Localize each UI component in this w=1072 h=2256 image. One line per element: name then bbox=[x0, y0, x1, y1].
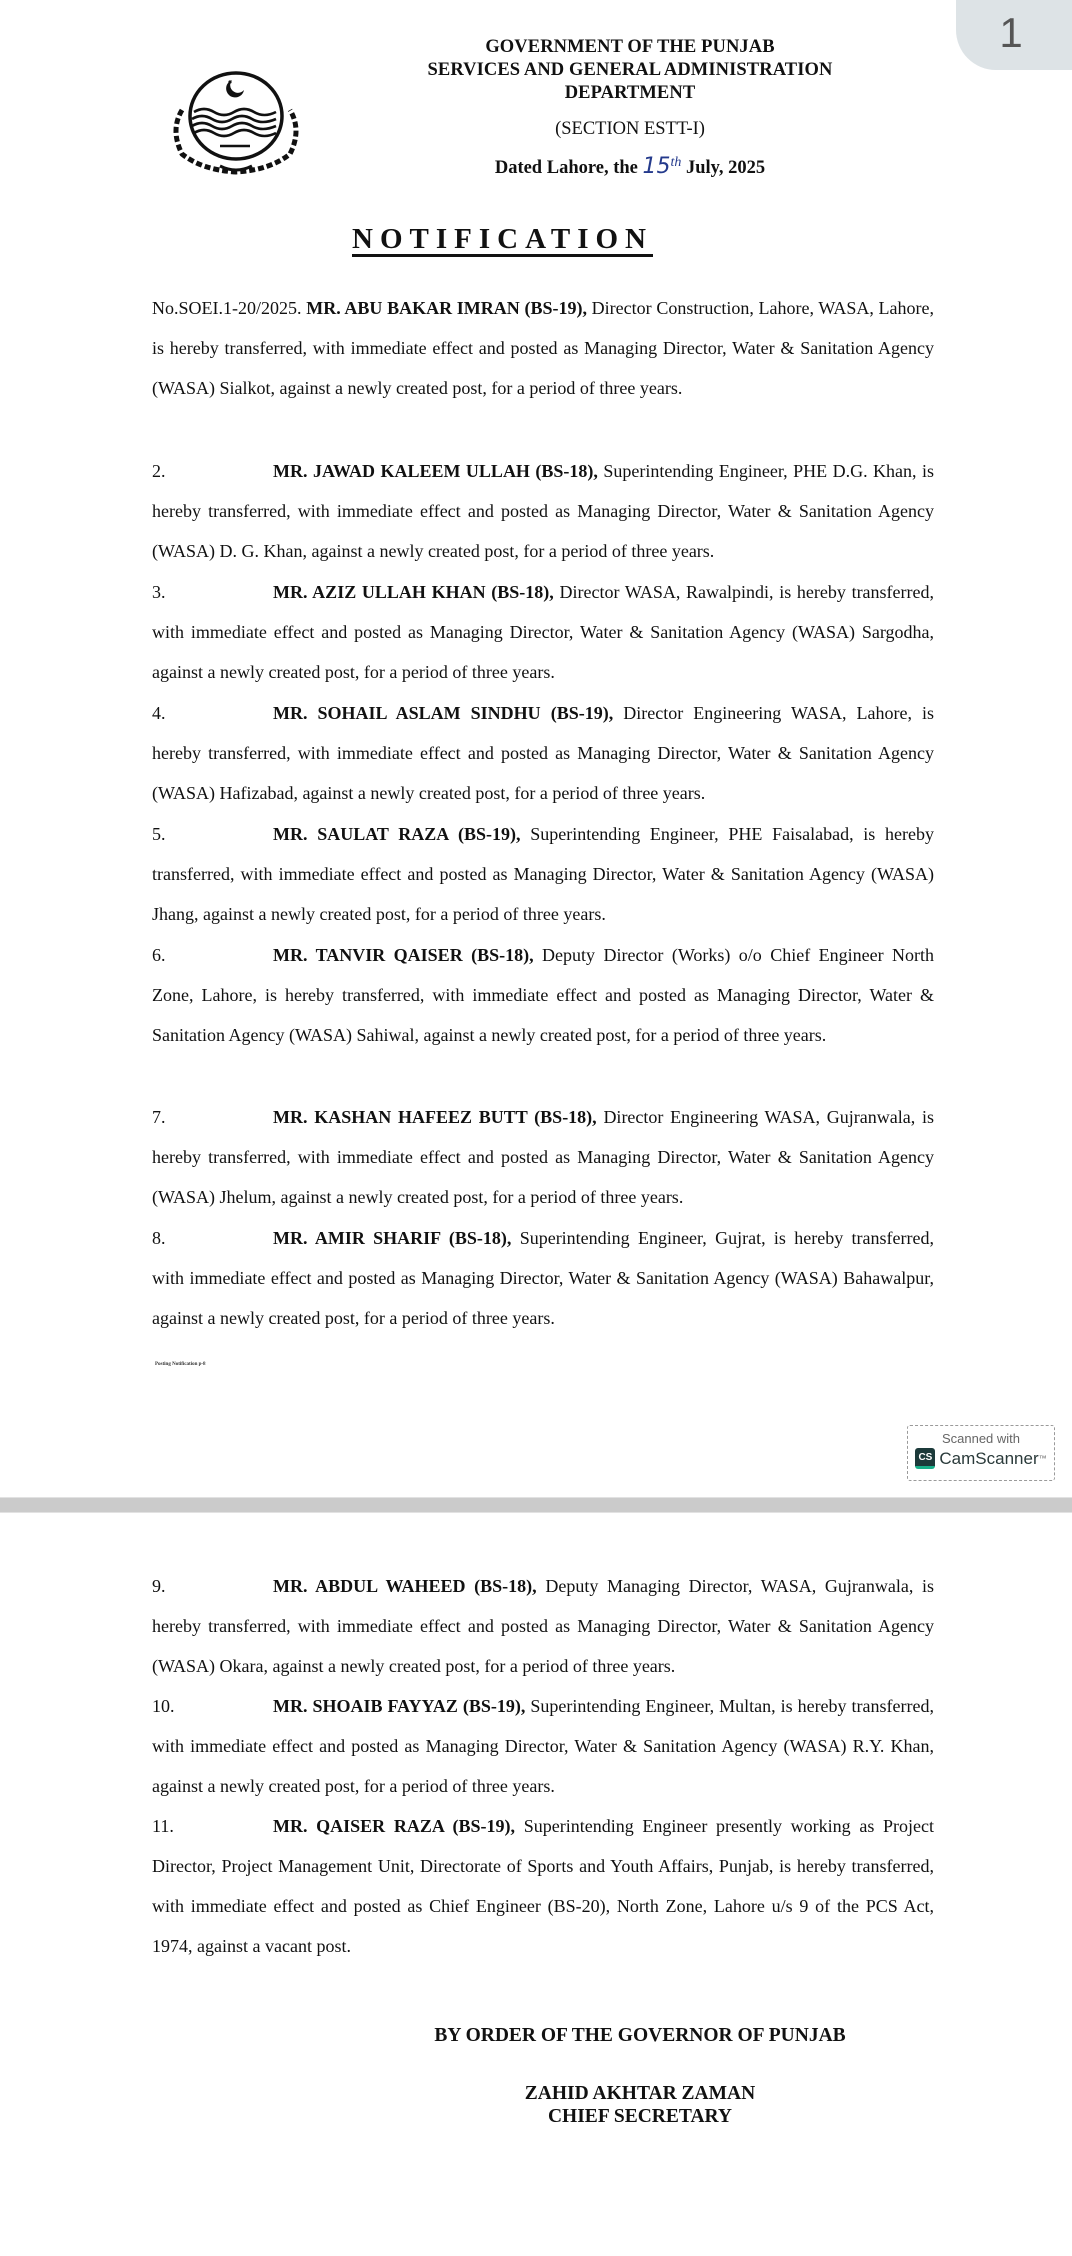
reference-number: No.SOEI.1-20/2025. bbox=[152, 298, 302, 318]
paragraph-number: 2. bbox=[152, 461, 166, 481]
paragraph-text: Deputy Director (Works) o/o Chief Engineer North Zone, Lahore, is hereby transferred, with immediate effect and posted as Managing Director, Water & Sanitation Agency (WASA) Sahiwal, against a newly created post, for a period of three years. bbox=[152, 945, 935, 1045]
scanned-with-label: Scanned with bbox=[941, 1431, 1021, 1446]
paragraph-number: 11. bbox=[152, 1816, 174, 1836]
signatory-name: ZAHID AKHTAR ZAMAN bbox=[524, 2083, 756, 2104]
by-order-line: BY ORDER OF THE GOVERNOR OF PUNJAB bbox=[434, 2025, 846, 2046]
paragraph-text: Superintending Engineer presently working as Project Director, Project Management Unit, Directorate of Sports and Youth Affairs, Punjab, is hereby transferred, with immediate effect and posted as Chief Engineer (BS-20), North Zone, Lahore u/s 9 of the PCS Act, 1974, against a vacant post. bbox=[152, 1816, 934, 1956]
page-separator bbox=[0, 1497, 1072, 1513]
letterhead bbox=[380, 36, 880, 179]
paragraph-text: Superintending Engineer, PHE D.G. Khan, is hereby transferred, with immediate effect and posted as Managing Director, Water & Sanitation Agency (WASA) D. G. Khan, against a newly created post, for a period of three years. bbox=[152, 461, 935, 561]
notification-paragraph bbox=[152, 288, 934, 408]
date-month-year: July, 2025 bbox=[686, 158, 766, 178]
camscanner-brand: CamScanner bbox=[939, 1448, 1039, 1468]
paragraph-number: 8. bbox=[152, 1228, 166, 1248]
paragraph-number: 5. bbox=[152, 824, 166, 844]
notification-paragraph bbox=[152, 1097, 934, 1217]
notification-paragraph bbox=[152, 693, 934, 813]
notification-paragraph bbox=[152, 451, 934, 571]
paragraph-text: Director Engineering WASA, Gujranwala, is hereby transferred, with immediate effect and posted as Managing Director, Water & Sanitation Agency (WASA) Jhelum, against a newly created post, for a period of three years. bbox=[152, 1107, 934, 1207]
signatory-block bbox=[340, 2082, 940, 2128]
notification-paragraph bbox=[152, 935, 934, 1055]
paragraph-number: 4. bbox=[152, 703, 166, 723]
notification-paragraph bbox=[152, 1806, 934, 1966]
handwritten-day-suffix: th bbox=[670, 154, 682, 170]
date-line bbox=[380, 154, 880, 179]
notification-paragraph bbox=[152, 1566, 934, 1686]
paragraph-text: Deputy Managing Director, WASA, Gujranwala, is hereby transferred, with immediate effect and posted as Managing Director, Water & Sanitation Agency (WASA) Okara, against a newly created post, for a period of three years. bbox=[152, 1576, 935, 1676]
officer-name: MR. ABU BAKAR IMRAN (BS-19), bbox=[306, 298, 587, 318]
date-prefix: Dated Lahore, the bbox=[494, 158, 638, 178]
signatory-designation: CHIEF SECRETARY bbox=[547, 2106, 733, 2127]
notification-title: NOTIFICATION bbox=[352, 223, 653, 255]
trademark-mark: ™ bbox=[1038, 1454, 1047, 1463]
handwritten-day: 15 bbox=[642, 154, 671, 179]
page-number: 1 bbox=[999, 9, 1023, 56]
camscanner-watermark bbox=[907, 1425, 1055, 1481]
file-reference-note: Posting Notification p-8 bbox=[155, 1362, 206, 1367]
notification-paragraph bbox=[152, 814, 934, 934]
officer-name: MR. AZIZ ULLAH KHAN (BS-18), bbox=[273, 582, 554, 602]
officer-name: MR. SOHAIL ASLAM SINDHU (BS-19), bbox=[273, 703, 614, 723]
paragraph-text: Superintending Engineer, PHE Faisalabad, is hereby transferred, with immediate effect and posted as Managing Director, Water & Sanitation Agency (WASA) Jhang, against a newly created post, for a period of three years. bbox=[152, 824, 935, 924]
paragraph-number: 3. bbox=[152, 582, 166, 602]
paragraph-text: Superintending Engineer, Gujrat, is hereby transferred, with immediate effect and posted as Managing Director, Water & Sanitation Agency (WASA) Bahawalpur, against a newly created post, for a period of three years. bbox=[152, 1228, 935, 1328]
government-name: GOVERNMENT OF THE PUNJAB bbox=[485, 37, 775, 57]
paragraph-number: 7. bbox=[152, 1107, 166, 1127]
section-label: (SECTION ESTT-I) bbox=[555, 119, 705, 139]
department-name: SERVICES AND GENERAL ADMINISTRATION bbox=[427, 60, 833, 80]
page-number-badge bbox=[956, 0, 1072, 70]
officer-name: MR. KASHAN HAFEEZ BUTT (BS-18), bbox=[273, 1107, 597, 1127]
officer-name: MR. SAULAT RAZA (BS-19), bbox=[273, 824, 521, 844]
camscanner-logo-icon: CS bbox=[915, 1448, 935, 1469]
paragraph-number: 10. bbox=[152, 1696, 175, 1716]
notification-paragraph bbox=[152, 1218, 934, 1338]
officer-name: MR. ABDUL WAHEED (BS-18), bbox=[273, 1576, 537, 1596]
officer-name: MR. AMIR SHARIF (BS-18), bbox=[273, 1228, 512, 1248]
punjab-government-seal-icon bbox=[160, 66, 312, 178]
officer-name: MR. TANVIR QAISER (BS-18), bbox=[273, 945, 534, 965]
notification-paragraph bbox=[152, 572, 934, 692]
paragraph-text: Director Construction, Lahore, WASA, Lahore, is hereby transferred, with immediate effect and posted as Managing Director, Water & Sanitation Agency (WASA) Sialkot, against a newly created post, for a period of three years. bbox=[152, 298, 935, 398]
officer-name: MR. QAISER RAZA (BS-19), bbox=[273, 1816, 516, 1836]
paragraph-text: Director Engineering WASA, Lahore, is hereby transferred, with immediate effect and posted as Managing Director, Water & Sanitation Agency (WASA) Hafizabad, against a newly created post, for a period of three years. bbox=[152, 703, 934, 803]
officer-name: MR. JAWAD KALEEM ULLAH (BS-18), bbox=[273, 461, 598, 481]
officer-name: MR. SHOAIB FAYYAZ (BS-19), bbox=[273, 1696, 526, 1716]
notification-paragraph bbox=[152, 1686, 934, 1806]
paragraph-number: 9. bbox=[152, 1576, 166, 1596]
paragraph-number: 6. bbox=[152, 945, 166, 965]
paragraph-text: Superintending Engineer, Multan, is hereby transferred, with immediate effect and posted as Managing Director, Water & Sanitation Agency (WASA) R.Y. Khan, against a newly created post, for a period of three years. bbox=[152, 1696, 934, 1796]
department-name-cont: DEPARTMENT bbox=[564, 83, 696, 103]
paragraph-text: Director WASA, Rawalpindi, is hereby transferred, with immediate effect and posted as Managing Director, Water & Sanitation Agency (WASA) Sargodha, against a newly created post, for a period of three years. bbox=[152, 582, 935, 682]
